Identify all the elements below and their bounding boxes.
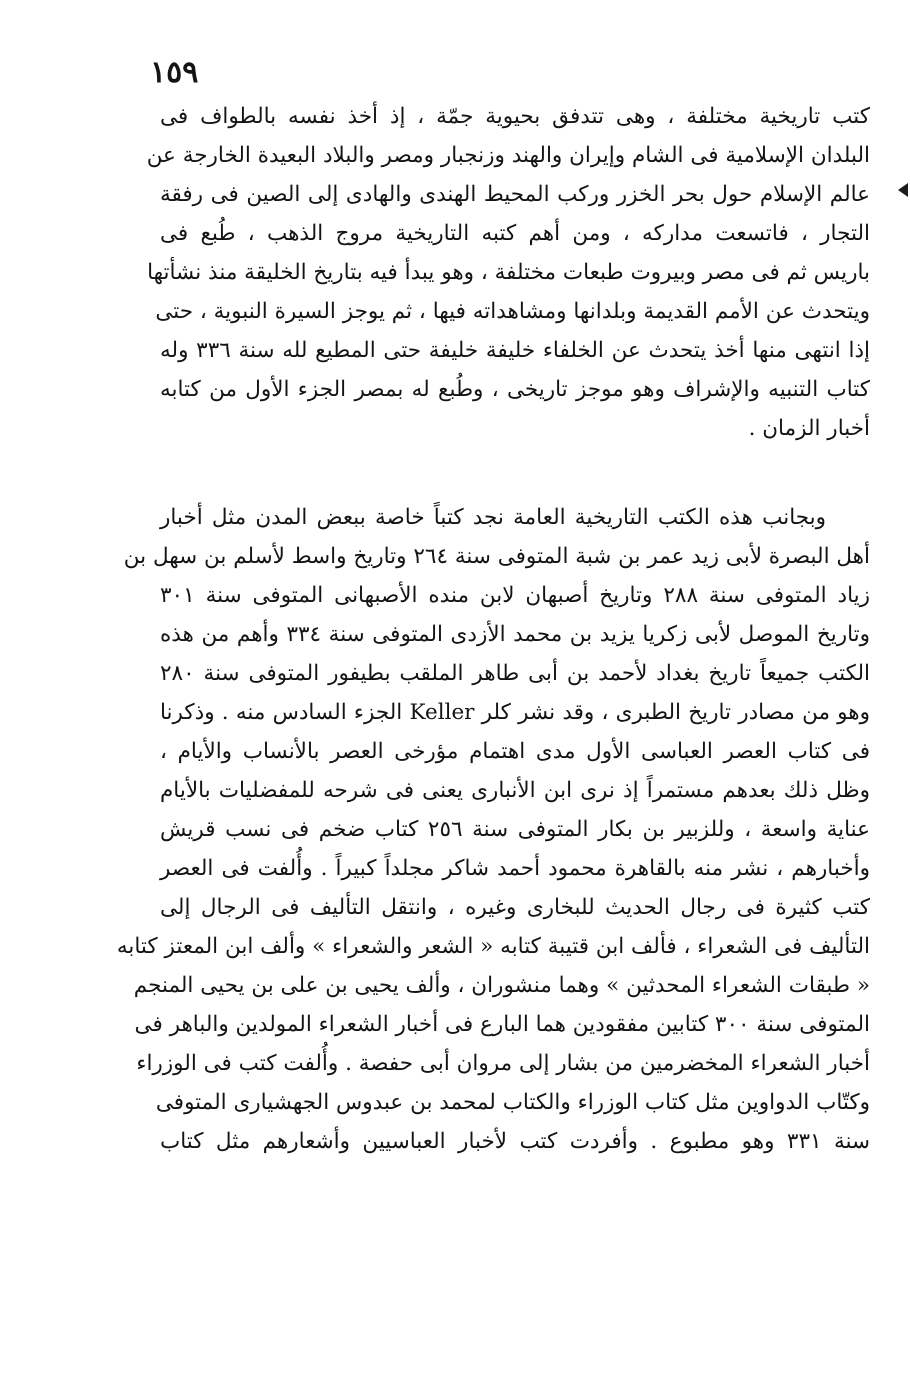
paragraph-2 <box>116 498 871 1161</box>
text-line: وبجانب هذه الكتب التاريخية العامة نجد كتباً خاصة ببعض المدن مثل أخبار <box>160 505 826 530</box>
text-line: الكتب جميعاً تاريخ بغداد لأحمد بن أبى طاهر الملقب بطيفور المتوفى سنة ٢٨٠ <box>160 661 870 686</box>
text-line: كتاب التنبيه والإشراف وهو موجز تاريخى ، وطُبع له بمصر الجزء الأول من كتابه <box>160 377 870 402</box>
text-line: البلدان الإسلامية فى الشام وإيران والهند وزنجبار ومصر والبلاد البعيدة الخارجة عن <box>146 143 870 168</box>
text-line: كتب تاريخية مختلفة ، وهى تتدفق بحيوية جمّة ، إذ أخذ نفسه بالطواف فى <box>160 104 870 129</box>
text-line: كتب كثيرة فى رجال الحديث للبخارى وغيره ، وانتقل التأليف فى الرجال إلى <box>160 895 870 920</box>
text-line: وكتّاب الدواوين مثل كتاب الوزراء والكتاب لمحمد بن عبدوس الجهشيارى المتوفى <box>155 1090 870 1115</box>
text-line: زياد المتوفى سنة ٢٨٨ وتاريخ أصبهان لابن منده الأصبهانى المتوفى سنة ٣٠١ <box>160 583 870 608</box>
text-line: عالم الإسلام حول بحر الخزر وركب المحيط الهندى والهادى إلى الصين فى رفقة <box>160 182 870 207</box>
text-line: وأخبارهم ، نشر منه بالقاهرة محمود أحمد شاكر مجلداً كبيراً . وأُلفت فى العصر <box>160 856 870 881</box>
text-line: وظل ذلك بعدهم مستمراً إذ نرى ابن الأنبارى يعنى فى شرحه للمفضليات بالأيام <box>160 778 870 803</box>
text-line: أخبار الزمان . <box>748 416 870 441</box>
paragraph-1 <box>146 97 870 448</box>
page-number: ١٥٩ <box>150 55 199 90</box>
text-line: أخبار الشعراء المخضرمين من بشار إلى مروان أبى حفصة . وأُلفت كتب فى الوزراء <box>136 1051 870 1076</box>
text-line: إذا انتهى منها أخذ يتحدث عن الخلفاء خليفة خليفة حتى المطيع لله سنة ٣٣٦ وله <box>160 338 870 363</box>
text-line: وهو من مصادر تاريخ الطبرى ، وقد نشر كلر Keller الجزء السادس منه . وذكرنا <box>160 700 871 725</box>
text-line: « طبقات الشعراء المحدثين » وهما منشوران ، وألف يحيى بن على بن يحيى المنجم <box>133 973 870 998</box>
text-line: المتوفى سنة ٣٠٠ كتابين مفقودين هما البارع فى أخبار الشعراء المولدين والباهر فى <box>134 1012 870 1037</box>
text-line: ويتحدث عن الأمم القديمة وبلدانها ومشاهداته فيها ، ثم يوجز السيرة النبوية ، حتى <box>155 299 870 324</box>
text-line: سنة ٣٣١ وهو مطبوع . وأفردت كتب لأخبار العباسيين وأشعارهم مثل كتاب <box>160 1129 870 1154</box>
margin-arrow-mark <box>898 183 908 197</box>
text-line: التأليف فى الشعراء ، فألف ابن قتيبة كتابه « الشعر والشعراء » وألف ابن المعتز كتابه <box>116 934 870 959</box>
text-line: باريس ثم فى مصر وبيروت طبعات مختلفة ، وهو يبدأ فيه بتاريخ الخليقة منذ نشأتها <box>147 260 870 285</box>
text-line: التجار ، فاتسعت مداركه ، ومن أهم كتبه التاريخية مروج الذهب ، طُبع فى <box>160 221 870 246</box>
text-line: وتاريخ الموصل لأبى زكريا يزيد بن محمد الأزدى المتوفى سنة ٣٣٤ وأهم من هذه <box>160 622 870 647</box>
text-line: أهل البصرة لأبى زيد عمر بن شبة المتوفى سنة ٢٦٤ وتاريخ واسط لأسلم بن سهل بن <box>123 544 870 569</box>
text-line: فى كتاب العصر العباسى الأول مدى اهتمام مؤرخى العصر بالأنساب والأيام ، <box>160 739 870 764</box>
text-line: عناية واسعة ، وللزبير بن بكار المتوفى سنة ٢٥٦ كتاب ضخم فى نسب قريش <box>160 817 870 842</box>
